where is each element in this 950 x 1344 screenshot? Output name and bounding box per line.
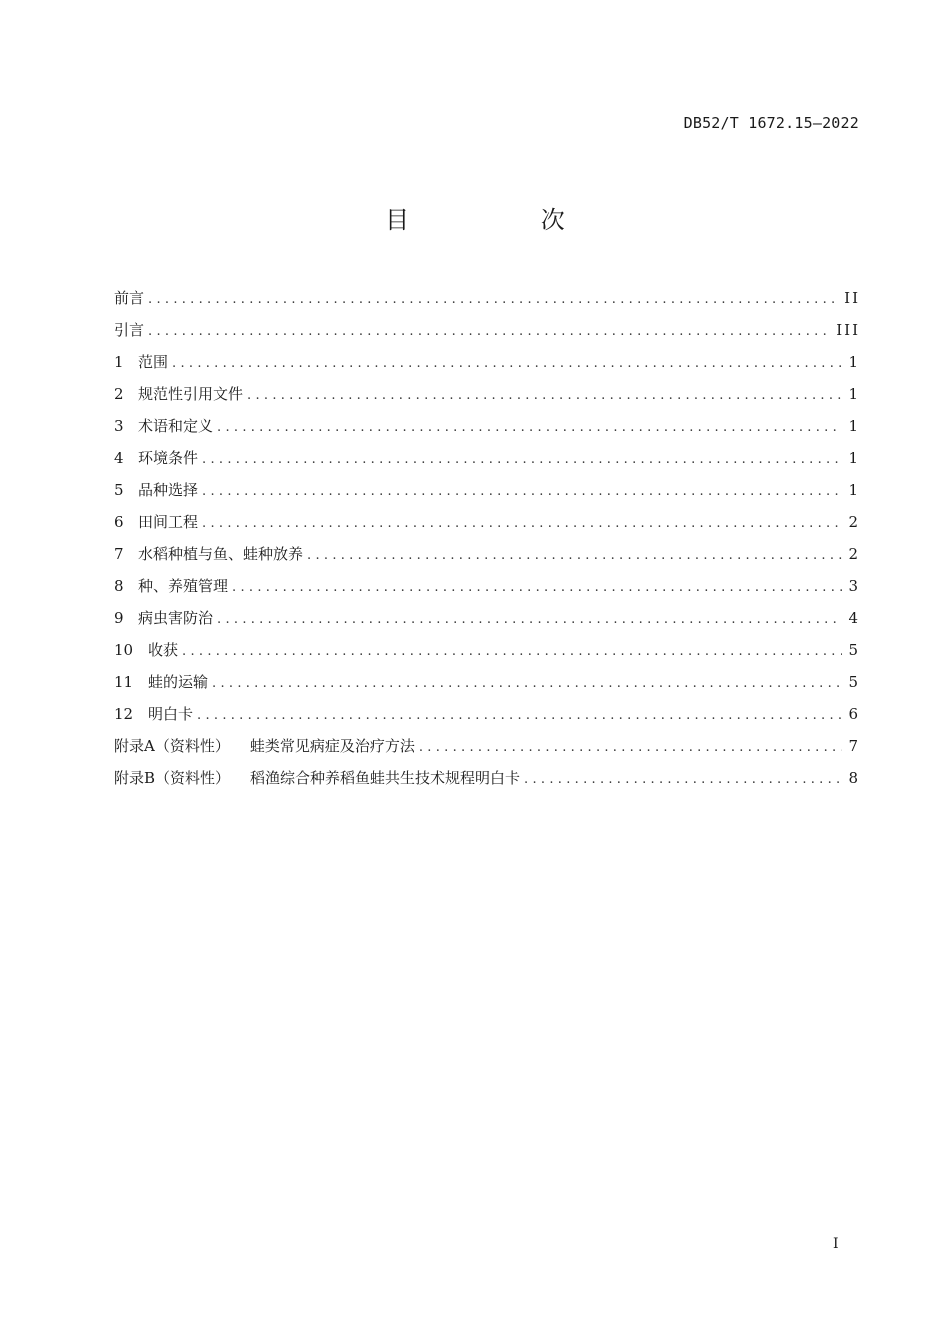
toc-entry-label: 术语和定义 bbox=[138, 417, 214, 435]
toc-entry-foreword[interactable] bbox=[114, 286, 860, 318]
toc-entry-page: 1 bbox=[848, 417, 860, 435]
toc-leader-dots bbox=[182, 640, 842, 664]
toc-entry-11[interactable] bbox=[114, 670, 860, 702]
toc-entry-number: 9 bbox=[114, 609, 124, 627]
toc-entry-page: 3 bbox=[848, 577, 860, 595]
toc-entry-number: 11 bbox=[114, 673, 134, 691]
toc-entry-8[interactable] bbox=[114, 574, 860, 606]
toc-entry-page: III bbox=[836, 321, 860, 339]
table-of-contents bbox=[114, 286, 860, 798]
toc-leader-dots bbox=[172, 352, 842, 376]
toc-entry-label: 环境条件 bbox=[138, 449, 199, 467]
toc-entry-label: 田间工程 bbox=[138, 513, 199, 531]
toc-leader-dots bbox=[202, 512, 842, 536]
toc-entry-label: 收获 bbox=[148, 641, 179, 659]
toc-entry-label: 引言 bbox=[114, 321, 145, 339]
toc-entry-page: 7 bbox=[848, 737, 860, 755]
toc-leader-dots bbox=[202, 448, 842, 472]
toc-leader-dots bbox=[148, 320, 830, 344]
toc-appendix-tag: 附录B（资料性） bbox=[114, 769, 231, 787]
toc-entry-page: 4 bbox=[848, 609, 860, 627]
toc-entry-number: 6 bbox=[114, 513, 124, 531]
toc-entry-page: II bbox=[844, 289, 860, 307]
toc-leader-dots bbox=[212, 672, 842, 696]
toc-entry-7[interactable] bbox=[114, 542, 860, 574]
toc-entry-page: 1 bbox=[848, 449, 860, 467]
toc-entry-number: 4 bbox=[114, 449, 124, 467]
document-code: DB52/T 1672.15—2022 bbox=[683, 114, 859, 132]
toc-entry-6[interactable] bbox=[114, 510, 860, 542]
toc-entry-appendix-a[interactable] bbox=[114, 734, 860, 766]
toc-leader-dots bbox=[148, 288, 838, 312]
toc-entry-label: 蛙类常见病症及治疗方法 bbox=[249, 737, 415, 755]
toc-leader-dots bbox=[524, 768, 842, 792]
toc-entry-9[interactable] bbox=[114, 606, 860, 638]
toc-entry-number: 10 bbox=[114, 641, 134, 659]
toc-entry-page: 2 bbox=[848, 513, 860, 531]
page-number: I bbox=[833, 1236, 839, 1252]
toc-entry-10[interactable] bbox=[114, 638, 860, 670]
toc-entry-page: 6 bbox=[848, 705, 860, 723]
toc-entry-page: 5 bbox=[848, 641, 860, 659]
toc-entry-page: 1 bbox=[848, 481, 860, 499]
toc-entry-number: 5 bbox=[114, 481, 124, 499]
toc-entry-3[interactable] bbox=[114, 414, 860, 446]
toc-entry-number: 7 bbox=[114, 545, 124, 563]
toc-entry-number: 3 bbox=[114, 417, 124, 435]
toc-entry-label: 蛙的运输 bbox=[148, 673, 209, 691]
toc-entry-appendix-b[interactable] bbox=[114, 766, 860, 798]
toc-leader-dots bbox=[197, 704, 842, 728]
toc-entry-page: 8 bbox=[848, 769, 860, 787]
toc-title: 目 次 bbox=[385, 206, 627, 234]
toc-entry-page: 1 bbox=[848, 353, 860, 371]
toc-leader-dots bbox=[232, 576, 842, 600]
toc-entry-label: 种、养殖管理 bbox=[138, 577, 229, 595]
toc-entry-number: 12 bbox=[114, 705, 134, 723]
toc-appendix-tag: 附录A（资料性） bbox=[114, 737, 230, 755]
toc-entry-label: 范围 bbox=[138, 353, 169, 371]
toc-entry-page: 5 bbox=[848, 673, 860, 691]
toc-leader-dots bbox=[202, 480, 842, 504]
toc-leader-dots bbox=[247, 384, 842, 408]
toc-entry-5[interactable] bbox=[114, 478, 860, 510]
toc-leader-dots bbox=[217, 416, 842, 440]
toc-entry-label: 稻渔综合种养稻鱼蛙共生技术规程明白卡 bbox=[250, 769, 521, 787]
toc-leader-dots bbox=[419, 736, 843, 760]
toc-entry-page: 1 bbox=[848, 385, 860, 403]
toc-entry-label: 前言 bbox=[114, 289, 145, 307]
toc-entry-label: 水稻种植与鱼、蛙种放养 bbox=[138, 545, 304, 563]
toc-entry-label: 明白卡 bbox=[148, 705, 194, 723]
toc-entry-2[interactable] bbox=[114, 382, 860, 414]
toc-leader-dots bbox=[307, 544, 842, 568]
toc-entry-page: 2 bbox=[848, 545, 860, 563]
toc-entry-label: 规范性引用文件 bbox=[138, 385, 244, 403]
toc-entry-number: 1 bbox=[114, 353, 124, 371]
toc-entry-number: 8 bbox=[114, 577, 124, 595]
toc-entry-1[interactable] bbox=[114, 350, 860, 382]
toc-entry-number: 2 bbox=[114, 385, 124, 403]
toc-leader-dots bbox=[217, 608, 842, 632]
toc-entry-introduction[interactable] bbox=[114, 318, 860, 350]
toc-entry-4[interactable] bbox=[114, 446, 860, 478]
toc-entry-label: 病虫害防治 bbox=[138, 609, 214, 627]
toc-entry-label: 品种选择 bbox=[138, 481, 199, 499]
toc-entry-12[interactable] bbox=[114, 702, 860, 734]
